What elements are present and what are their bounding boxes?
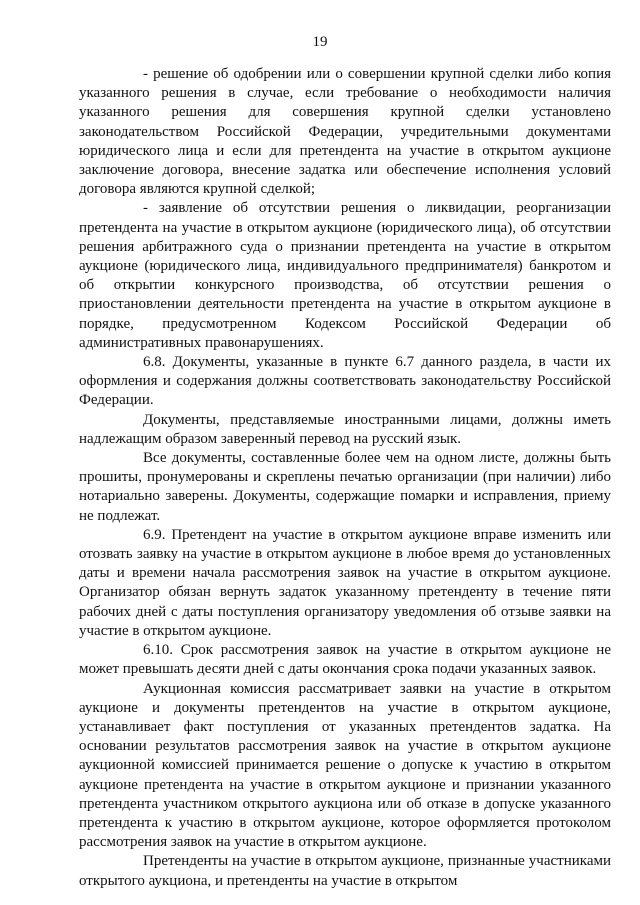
paragraph-admitted-participants: Претенденты на участие в открытом аукционе, признанные участниками открытого аукциона, и претенденты на участие в открытом [79, 853, 611, 889]
paragraph-no-liquidation-statement: - заявление об отсутствии решения о ликвидации, реорганизации претендента на участие в открытом аукционе (юридического лица), об отсутствии решения арбитражного суда о признании претендента на участие в открытом аукционе (юридического лица, индивидуального предпринимателя) банкротом и об открытии конкурсного производства, об отсутствии решения о приостановлении деятельности претендента на участие в открытом аукционе в порядке, предусмотренном Кодексом Российской Федерации об административных правонарушениях. [79, 200, 611, 351]
paragraph-commission-review: Аукционная комиссия рассматривает заявки на участие в открытом аукционе и документы претендентов на участие в открытом аукционе, устанавливает факт поступления от указанных претендентов задатка. На основании результатов рассмотрения заявок на участие в открытом аукционе аукционной комиссией принимается решение о допуске к участию в открытом аукционе претендента на участие в открытом аукционе и признании указанного претендента участником открытого аукциона или об отказе в допуске указанного претендента к участию в открытом аукционе, которое оформляется протоколом рассмотрения заявок на участие в открытом аукционе. [79, 680, 611, 851]
page-number: 19 [312, 34, 328, 50]
paragraph-foreign-documents: Документы, представляемые иностранными лицами, должны иметь надлежащим образом заверенный перевод на русский язык. [79, 411, 611, 447]
paragraph-large-deal-decision: - решение об одобрении или о совершении крупной сделки либо копия указанного решения в случае, если требование о необходимости наличия указанного решения для совершения крупной сделки установлено законодательством Российской Федерации, учредительными документами юридического лица и если для претендента на участие в открытом аукционе заключение договора, внесение задатка или обеспечение исполнения условий договора являются крупной сделкой; [79, 66, 611, 198]
paragraph-section-6-9: 6.9. Претендент на участие в открытом аукционе вправе изменить или отозвать заявку на участие в открытом аукционе в любое время до установленных даты и времени начала рассмотрения заявок на участие в открытом аукционе. Организатор обязан вернуть задаток указанному претенденту в течение пяти рабочих дней с даты поступления организатору уведомления об отзыве заявки на участие в открытом аукционе. [79, 526, 611, 639]
paragraph-multi-page-documents: Все документы, составленные более чем на одном листе, должны быть прошиты, пронумерованы и скреплены печатью организации (при наличии) либо нотариально заверены. Документы, содержащие помарки и исправления, приему не подлежат. [79, 450, 611, 524]
document-body [79, 65, 611, 891]
paragraph-section-6-10: 6.10. Срок рассмотрения заявок на участие в открытом аукционе не может превышать десяти дней с даты окончания срока подачи указанных заявок. [79, 642, 611, 678]
paragraph-section-6-8: 6.8. Документы, указанные в пункте 6.7 данного раздела, в части их оформления и содержания должны соответствовать законодательству Российской Федерации. [79, 354, 611, 409]
